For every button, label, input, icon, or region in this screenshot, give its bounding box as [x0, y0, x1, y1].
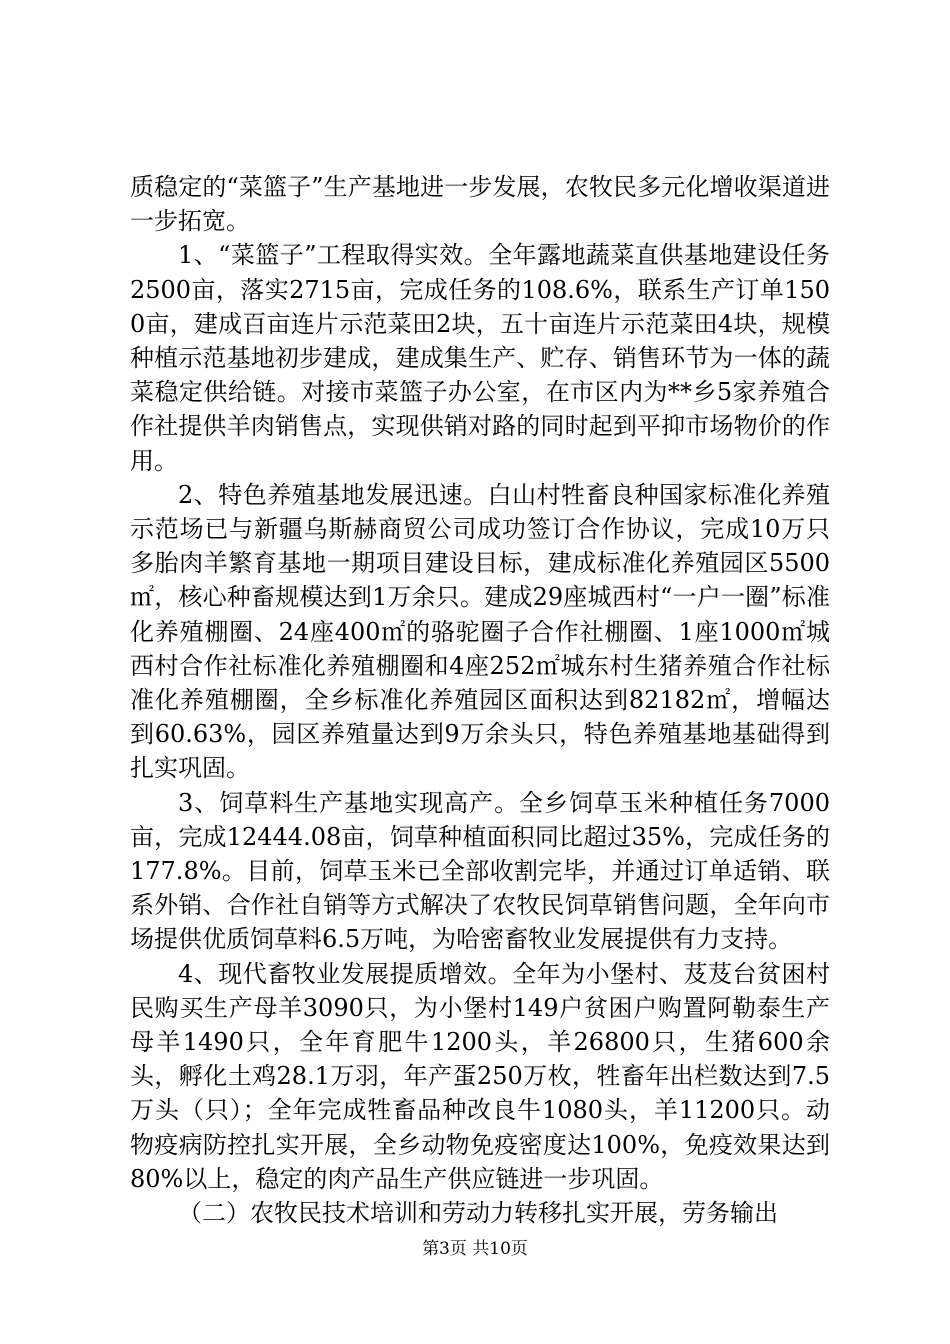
paragraph-vegetable-basket: 1、“菜篮子”工程取得实效。全年露地蔬菜直供基地建设任务2500亩，落实2715亩，完成任务的108.6%，联系生产订单1500亩，建成百亩连片示范菜田2块，五十亩连片示范菜田4块，规模种植示范基地初步建成，建成集生产、贮存、销售环节为一体的蔬菜稳定供给链。对接市菜篮子办公室，在市区内为**乡5家养殖合作社提供羊肉销售点，实现供销对路的同时起到平抑市场物价的作用。 [130, 241, 830, 475]
page-footer [0, 1238, 950, 1260]
page-total: 共10页 [472, 1239, 528, 1259]
paragraph-section-two-heading: （二）农牧民技术培训和劳动力转移扎实开展，劳务输出 [178, 1199, 778, 1228]
paragraph-forage-base: 3、饲草料生产基地实现高产。全乡饲草玉米种植任务7000亩，完成12444.08亩，饲草种植面积同比超过35%，完成任务的177.8%。目前，饲草玉米已全部收割完毕，并通过订单适销、联系外销、合作社自销等方式解决了农牧民饲草销售问题，全年向市场提供优质饲草料6.5万吨，为哈密畜牧业发展提供有力支持。 [130, 788, 830, 954]
paragraph-breeding-base: 2、特色养殖基地发展迅速。白山村牲畜良种国家标准化养殖示范场已与新疆乌斯赫商贸公司成功签订合作协议，完成10万只多胎肉羊繁育基地一期项目建设目标，建成标准化养殖园区5500㎡，核心种畜规模达到1万余只。建成29座城西村“一户一圈”标准化养殖棚圈、24座400㎡的骆驼圈子合作社棚圈、1座1000㎡城西村合作社标准化养殖棚圈和4座252㎡城东村生猪养殖合作社标准化养殖棚圈，全乡标准化养殖园区面积达到82182㎡，增幅达到60.63%，园区养殖量达到9万余头只，特色养殖基地基础得到扎实巩固。 [130, 480, 830, 783]
paragraph-continuation: 质稳定的“菜篮子”生产基地进一步发展，农牧民多元化增收渠道进一步拓宽。 [130, 173, 830, 236]
document-body [130, 170, 830, 1230]
page-number: 第3页 [422, 1239, 467, 1259]
paragraph-modern-husbandry: 4、现代畜牧业发展提质增效。全年为小堡村、芨芨台贫困村民购买生产母羊3090只，为小堡村149户贫困户购置阿勒泰生产母羊1490只，全年育肥牛1200头，羊26800只，生猪600余头，孵化土鸡28.1万羽，年产蛋250万枚，牲畜年出栏数达到7.5万头（只）；全年完成牲畜品种改良牛1080头，羊11200只。动物疫病防控扎实开展，全乡动物免疫密度达100%，免疫效果达到80%以上，稳定的肉产品生产供应链进一步巩固。 [130, 959, 830, 1193]
